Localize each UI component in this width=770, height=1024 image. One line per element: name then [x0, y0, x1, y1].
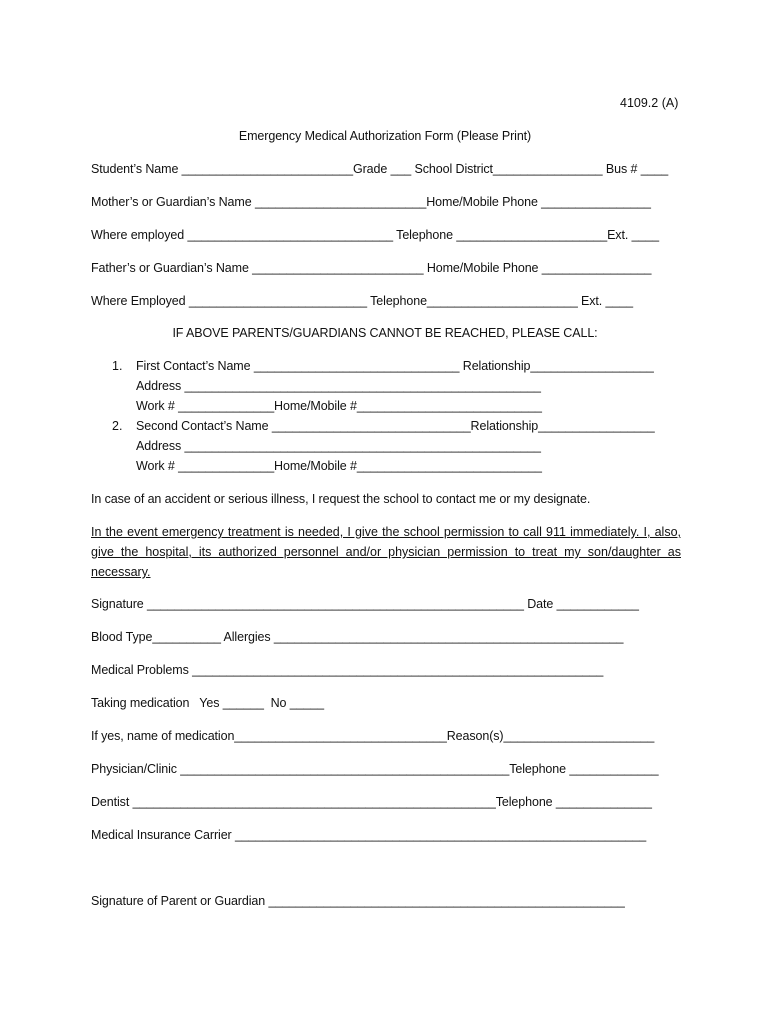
- student-info-line: Student’s Name _________________________Grade ___ School District________________ Bus # ____: [91, 162, 669, 176]
- call-heading: IF ABOVE PARENTS/GUARDIANS CANNOT BE REACHED, PLEASE CALL:: [172, 326, 598, 340]
- contact1-address-line: Address ____________________________________________________: [136, 379, 541, 393]
- insurance-line: Medical Insurance Carrier ____________________________________________________________: [91, 828, 647, 842]
- mother-guardian-line: Mother’s or Guardian’s Name _________________________Home/Mobile Phone ________________: [91, 195, 651, 209]
- blood-allergies-line: Blood Type__________ Allergies ___________________________________________________: [91, 630, 624, 644]
- contact2-address-line: Address ____________________________________________________: [136, 439, 541, 453]
- physician-line: Physician/Clinic ________________________________________________Telephone _____________: [91, 762, 659, 776]
- permission-statement: In the event emergency treatment is needed, I give the school permission to call 911 immediately. I, also, give the hospital, its authorized personnel and/or physician permission to treat my son/daughter as necessary.: [91, 525, 681, 579]
- contact2-work-line: Work # ______________Home/Mobile #___________________________: [136, 459, 542, 473]
- father-employer-line: Where Employed __________________________ Telephone______________________ Ext. ____: [91, 294, 633, 308]
- form-title: Emergency Medical Authorization Form (Please Print): [238, 129, 532, 143]
- accident-statement: In case of an accident or serious illness, I request the school to contact me or my designate.: [91, 492, 591, 506]
- parent-signature-line: Signature of Parent or Guardian ____________________________________________________: [91, 894, 625, 908]
- contact2-name-line: Second Contact’s Name _____________________________Relationship_________________: [136, 419, 655, 433]
- signature-date-line: Signature _______________________________________________________ Date ____________: [91, 597, 639, 611]
- form-code: 4109.2 (A): [620, 96, 679, 110]
- contact1-number: 1.: [112, 359, 123, 373]
- contact1-work-line: Work # ______________Home/Mobile #___________________________: [136, 399, 542, 413]
- father-guardian-line: Father’s or Guardian’s Name _________________________ Home/Mobile Phone ________________: [91, 261, 652, 275]
- mother-employer-line: Where employed ______________________________ Telephone ______________________Ext. ____: [91, 228, 659, 242]
- medical-problems-line: Medical Problems ____________________________________________________________: [91, 663, 604, 677]
- taking-medication-line: Taking medication Yes ______ No _____: [91, 696, 324, 710]
- contact2-number: 2.: [112, 419, 123, 433]
- contact1-name-line: First Contact’s Name ______________________________ Relationship__________________: [136, 359, 654, 373]
- dentist-line: Dentist _____________________________________________________Telephone ______________: [91, 795, 652, 809]
- medication-name-line: If yes, name of medication_______________________________Reason(s)______________________: [91, 729, 655, 743]
